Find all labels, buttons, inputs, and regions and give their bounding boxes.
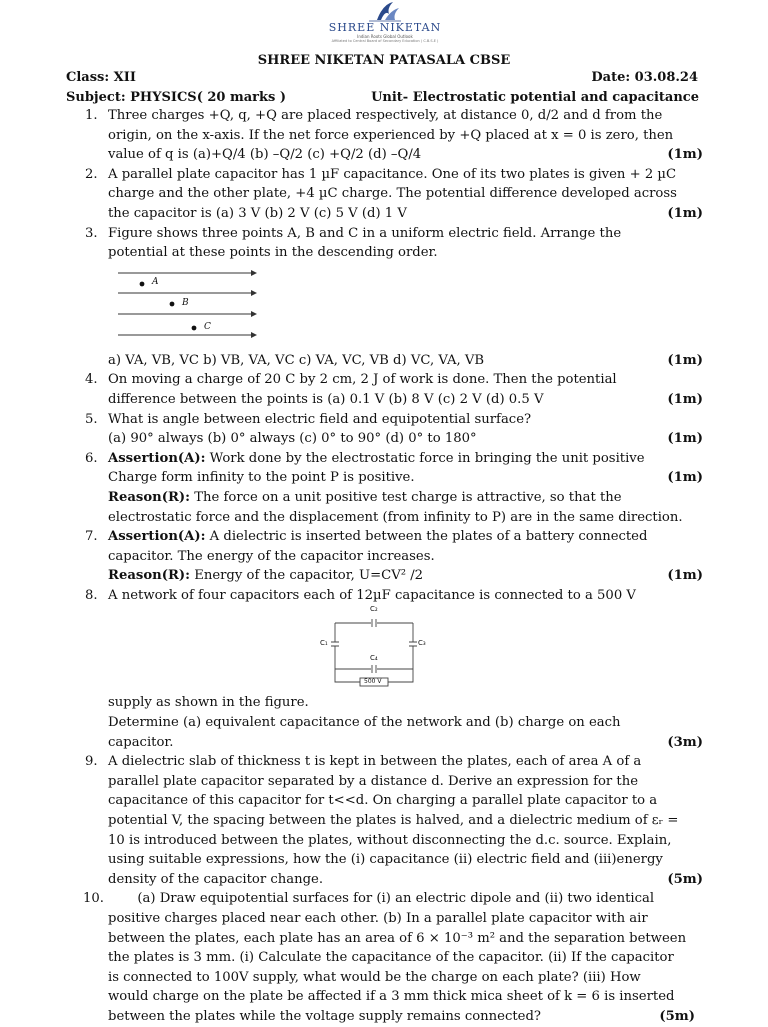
point-b-dot — [170, 301, 175, 306]
question-text-line: A parallel plate capacitor has 1 µF capacitance. One of its two plates is given + 2 µC — [108, 166, 677, 182]
point-a-dot — [140, 281, 145, 286]
question-options: a) VA, VB, VC b) VB, VA, VC c) VA, VC, VB d) VC, VA, VB — [108, 352, 485, 368]
subject-label: Subject: — [66, 90, 126, 105]
subject-row — [66, 88, 698, 108]
question-text-line: between the plates, each plate has an area of 6 × 10⁻³ m² and the separation between — [108, 930, 687, 946]
assertion-line — [108, 527, 703, 547]
question-text-line: Determine (a) equivalent capacitance of the network and (b) charge on each — [108, 715, 621, 731]
supply-label: 500 V — [364, 678, 382, 686]
school-name: SHREE NIKETAN PATASALA CBSE — [257, 53, 511, 68]
unit-label: Unit- Electrostatic potential and capacitance — [371, 90, 699, 105]
question-text-line: Three charges +Q, q, +Q are placed respectively, at distance 0, d/2 and d from the — [108, 108, 663, 123]
c3-label: C₃ — [418, 639, 426, 648]
question-3 — [85, 224, 703, 371]
assertion-text: Work done by the electrostatic force in bringing the unit positive — [205, 450, 645, 466]
question-number: 3. — [85, 225, 98, 241]
marks-label: (1m) — [667, 205, 703, 221]
marks-label: (1m) — [667, 352, 703, 368]
capacitor-network-figure — [108, 605, 703, 693]
question-number: 9. — [85, 754, 98, 770]
marks-label: (1m) — [667, 568, 703, 584]
class-label: Class: XII — [66, 70, 136, 85]
question-text-line: positive charges placed near each other. (b) In a parallel plate capacitor with air — [108, 911, 648, 926]
marks-label: (1m) — [667, 147, 703, 163]
question-text-line — [108, 733, 703, 753]
marks-label: (5m) — [659, 1008, 695, 1024]
c3-plates — [409, 642, 417, 646]
question-list — [85, 106, 703, 1027]
question-text-line: is connected to 100V supply, what would be the charge on each plate? (iii) How — [108, 969, 641, 985]
question-text: density of the capacitor change. — [108, 871, 324, 887]
question-text-line: 10 is introduced between the plates, without disconnecting the d.c. source. Explain, — [108, 832, 672, 848]
question-text-line — [108, 870, 703, 890]
question-number: 8. — [85, 587, 98, 603]
c4-label: C₄ — [370, 654, 378, 663]
question-text: the capacitor is (a) 3 V (b) 2 V (c) 5 V (d) 1 V — [108, 205, 407, 221]
question-text-line: What is angle between electric field and equipotential surface? — [108, 411, 532, 427]
electric-field-figure — [118, 269, 703, 349]
marks-label: (1m) — [667, 431, 703, 447]
question-5 — [85, 410, 703, 449]
reason-line: electrostatic force and the displacement (from infinity to P) are in the same direction. — [108, 509, 683, 525]
question-text-line: would charge on the plate be affected if a 3 mm thick mica sheet of k = 6 is inserted — [108, 989, 675, 1005]
question-6 — [85, 449, 703, 527]
question-number: 4. — [85, 372, 98, 388]
question-text-line: origin, on the x-axis. If the net force experienced by +Q placed at x = 0 is zero, then — [108, 127, 674, 143]
question-text-line: (a) Draw equipotential surfaces for (i) an electric dipole and (ii) two identical — [108, 891, 655, 907]
marks-label: (1m) — [667, 470, 703, 486]
question-2 — [85, 165, 703, 224]
reason-label: Reason(R): — [108, 568, 191, 584]
assertion-text: Charge form infinity to the point P is positive. — [108, 470, 415, 486]
point-a-label: A — [152, 276, 159, 287]
point-c-dot — [192, 325, 197, 330]
c1-label: C₁ — [320, 639, 328, 648]
swan-logo-icon — [355, 0, 415, 22]
question-text: difference between the points is (a) 0.1 V (b) 8 V (c) 2 V (d) 0.5 V — [108, 391, 544, 407]
point-c-label: C — [204, 321, 211, 332]
question-text-line — [108, 429, 703, 449]
question-text-line — [108, 390, 703, 410]
logo-tagline: Indian Roots Global Outlook — [357, 34, 413, 39]
question-8 — [85, 586, 703, 752]
question-text-line — [108, 351, 703, 371]
question-text-line: Figure shows three points A, B and C in a uniform electric field. Arrange the — [108, 225, 622, 241]
question-text-line: potential at these points in the descending order. — [108, 245, 438, 261]
question-1 — [85, 106, 703, 165]
field-lines-svg — [118, 269, 268, 349]
reason-text: The force on a unit positive test charge is attractive, so that the — [190, 489, 622, 505]
marks-label: (5m) — [667, 871, 703, 887]
reason-line — [108, 566, 703, 586]
question-text-line: the plates is 3 mm. (i) Calculate the capacitance of the capacitor. (ii) If the capacitor — [108, 950, 674, 966]
question-text-line: using suitable expressions, how the (i) capacitance (ii) electric field and (iii)energy — [108, 852, 663, 868]
marks-label: (3m) — [667, 734, 703, 750]
question-text-line: A network of four capacitors each of 12µF capacitance is connected to a 500 V — [108, 587, 636, 603]
question-text-line — [108, 204, 703, 224]
marks-label: (1m) — [667, 391, 703, 407]
question-4 — [85, 370, 703, 409]
question-text-line: A dielectric slab of thickness t is kept in between the plates, each of area A of a — [108, 754, 642, 770]
c4-plates — [372, 665, 376, 673]
question-text-line: On moving a charge of 20 C by 2 cm, 2 J of work is done. Then the potential — [108, 372, 617, 388]
assertion-line — [108, 449, 703, 469]
question-10 — [85, 889, 703, 1026]
question-number: 1. — [85, 108, 98, 123]
logo-name: SHREE NIKETAN — [328, 21, 442, 34]
question-number: 10. — [83, 891, 104, 907]
reason-line — [108, 488, 703, 508]
question-text-line: parallel plate capacitor separated by a distance d. Derive an expression for the — [108, 773, 639, 789]
question-number: 5. — [85, 411, 98, 427]
question-text: value of q is (a)+Q/4 (b) –Q/2 (c) +Q/2 (d) –Q/4 — [108, 147, 422, 163]
question-7 — [85, 527, 703, 586]
question-9 — [85, 752, 703, 889]
point-b-label: B — [182, 297, 189, 308]
assertion-label: Assertion(A): — [108, 529, 206, 545]
question-number: 7. — [85, 529, 98, 545]
logo-affiliation: Affiliated to Central Board of Secondary Education ( C.B.S.E ) — [331, 39, 439, 43]
question-number: 6. — [85, 450, 98, 466]
question-text-line: supply as shown in the figure. — [108, 695, 309, 711]
assertion-label: Assertion(A): — [108, 450, 206, 466]
subject-value: PHYSICS( 20 marks ) — [130, 90, 287, 105]
date-label: Date: 03.08.24 — [591, 70, 698, 85]
c1-plates — [331, 642, 339, 646]
reason-text: Energy of the capacitor, U=CV² /2 — [190, 568, 424, 584]
question-number: 2. — [85, 166, 98, 182]
question-text: (a) 90° always (b) 0° always (c) 0° to 90° (d) 0° to 180° — [108, 431, 477, 447]
question-text: capacitor. — [108, 734, 174, 750]
school-logo — [300, 0, 470, 46]
question-text-line: charge and the other plate, +4 µC charge. The potential difference developed across — [108, 186, 677, 202]
c2-label: C₂ — [370, 605, 378, 614]
assertion-text: A dielectric is inserted between the plates of a battery connected — [205, 529, 648, 545]
question-text-line: capacitance of this capacitor for t<<d. On charging a parallel plate capacitor to a — [108, 793, 658, 809]
question-text: between the plates while the voltage supply remains connected? — [108, 1008, 541, 1024]
question-text-line — [108, 145, 703, 165]
reason-label: Reason(R): — [108, 489, 191, 505]
assertion-line: capacitor. The energy of the capacitor increases. — [108, 548, 435, 564]
c2-plates — [372, 619, 376, 627]
assertion-line — [108, 468, 703, 488]
class-date-row — [66, 68, 698, 88]
question-text-line: potential V, the spacing between the plates is halved, and a dielectric medium of εᵣ = — [108, 813, 679, 829]
